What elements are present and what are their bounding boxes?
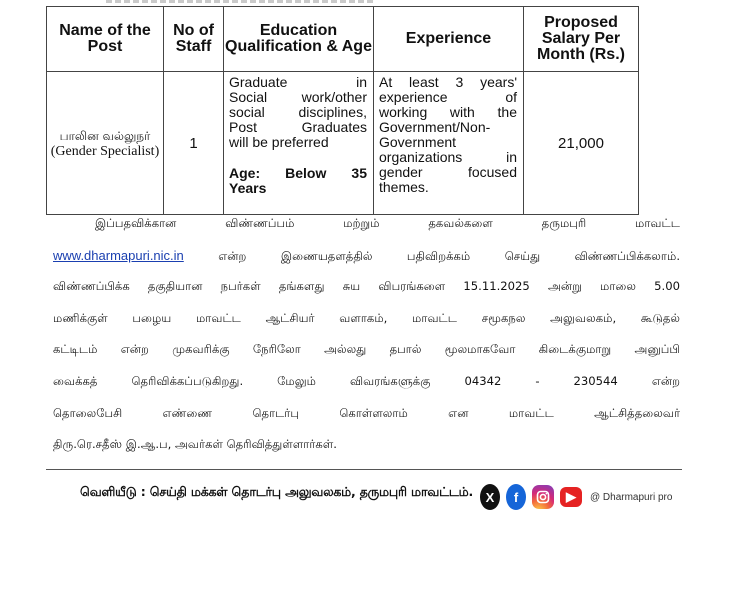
paragraph-line: விண்ணப்பிக்க தகுதியான நபர்கள் தங்களது சுய விபரங்களை 15.11.2025 அன்று மாலை 5.00 xyxy=(53,279,680,294)
experience-line: experience of xyxy=(379,89,517,105)
experience-cell xyxy=(374,72,524,215)
age-limit-unit: Years xyxy=(229,180,267,196)
table-header-row xyxy=(47,7,639,72)
header-post-name: Name of the Post xyxy=(47,7,164,72)
education-line: Social work/other xyxy=(229,89,367,105)
paragraph-line: இப்பதவிக்கான விண்ணப்பம் மற்றும் தகவல்களை தருமபுரி மாவட்ட xyxy=(95,216,680,230)
education-line: Post Graduates xyxy=(229,119,367,135)
experience-line: themes. xyxy=(379,179,429,195)
education-line: Graduate in xyxy=(229,74,367,90)
experience-line: At least 3 years' xyxy=(379,74,517,90)
age-limit: Age: Below 35 xyxy=(229,165,367,181)
paragraph-line: வைக்கத் தெரிவிக்கப்படுகிறது. மேலும் விவரங்களுக்கு 04342 - 230544 என்ற xyxy=(53,373,680,388)
paragraph-line-text: என்ற இணையதளத்தில் பதிவிறக்கம் செய்து விண்ணப்பிக்கலாம். xyxy=(183,248,680,263)
header-salary: Proposed Salary Per Month (Rs.) xyxy=(524,7,639,72)
social-handle: @ Dharmapuri pro xyxy=(590,491,673,503)
paragraph-line xyxy=(53,240,680,272)
header-experience: Experience xyxy=(374,7,524,72)
experience-line: organizations in xyxy=(379,149,517,165)
paragraph-line: மணிக்குள் பழைய மாவட்ட ஆட்சியர் வளாகம், மாவட்ட சமூகநல அலுவலகம், கூடுதல் xyxy=(53,310,680,325)
x-icon[interactable]: X xyxy=(480,484,500,510)
education-line: will be preferred xyxy=(229,134,329,150)
paragraph-line: திரு.ரெ.சதீஸ் இ.ஆ.ப, அவர்கள் தெரிவித்துள்ளார்கள். xyxy=(53,437,337,452)
education-line: social disciplines, xyxy=(229,104,367,120)
education-cell xyxy=(224,72,374,215)
experience-line: gender focused xyxy=(379,164,517,180)
facebook-icon[interactable]: f xyxy=(506,484,526,510)
table-row xyxy=(47,72,639,215)
social-links xyxy=(480,484,672,510)
staff-count-cell: 1 xyxy=(164,72,224,215)
salary-cell: 21,000 xyxy=(524,72,639,215)
paragraph-line: கட்டிடம் என்ற முகவரிக்கு நேரிலோ அல்லது தபால் மூலமாகவோ கிடைக்குமாறு அனுப்பி xyxy=(53,342,680,357)
experience-line: Government xyxy=(379,134,457,150)
header-staff-count: No of Staff xyxy=(164,7,224,72)
announcement-paragraph xyxy=(53,208,680,461)
experience-line: working with the xyxy=(379,104,517,120)
instagram-icon[interactable] xyxy=(532,485,554,509)
experience-line: Government/Non- xyxy=(379,119,491,135)
youtube-icon[interactable]: ▶ xyxy=(560,487,582,507)
press-release-credit: வெளியீடு : செய்தி மக்கள் தொடர்பு அலுவலகம், தருமபுரி மாவட்டம். xyxy=(80,484,474,499)
recruitment-table xyxy=(46,6,639,215)
post-name-tamil: பாலின வல்லுநர் xyxy=(59,128,151,143)
footer-divider xyxy=(46,469,682,470)
header-education: Education Qualification & Age xyxy=(224,7,374,72)
post-name-english: (Gender Specialist) xyxy=(50,143,160,159)
post-name-cell xyxy=(47,72,164,215)
website-link[interactable]: www.dharmapuri.nic.in xyxy=(53,247,184,263)
paragraph-line: தொலைபேசி எண்ணை தொடர்பு கொள்ளலாம் என மாவட்ட ஆட்சித்தலைவர் xyxy=(53,405,680,420)
